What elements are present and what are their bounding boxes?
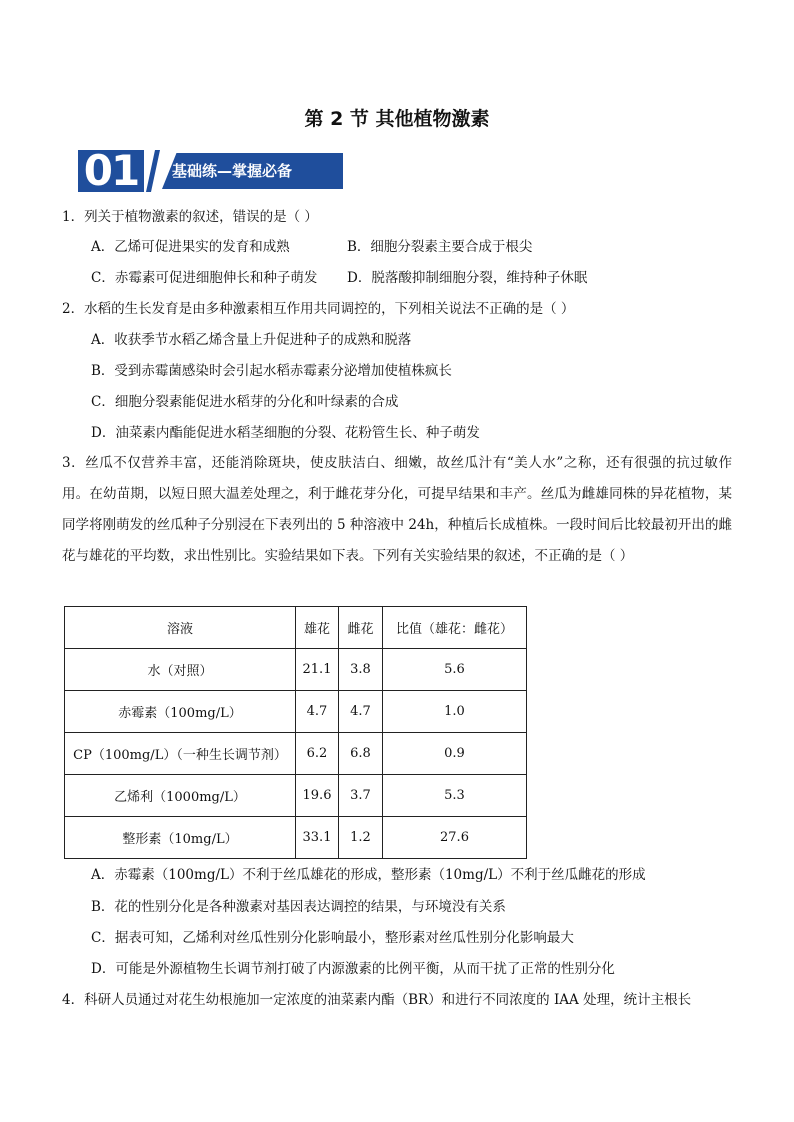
results-table [64,606,527,859]
question-2-option-c: C．细胞分裂素能促进水稻芽的分化和叶绿素的合成 [91,394,399,410]
banner-label: 基础练—掌握必备 [172,162,293,180]
banner-number: 01 [83,146,139,195]
table-cell: 19.6 [296,775,339,817]
table-cell: 6.8 [339,733,383,775]
table-row [65,691,527,733]
table-cell: 33.1 [296,817,339,859]
table-cell: 21.1 [296,649,339,691]
table-cell: 0.9 [383,733,527,775]
table-cell: 4.7 [339,691,383,733]
banner-slash-icon [146,150,160,192]
table-cell: 3.8 [339,649,383,691]
question-3-option-d: D．可能是外源植物生长调节剂打破了内源激素的比例平衡，从而干扰了正常的性别分化 [91,961,615,977]
table-row [65,775,527,817]
question-3-option-a: A．赤霉素（100mg/L）不利于丝瓜雄花的形成，整形素（10mg/L）不利于丝瓜雌花的形成 [91,867,646,883]
table-cell: 赤霉素（100mg/L） [65,691,296,733]
table-header-cell: 雄花 [296,607,339,649]
table-header-cell: 溶液 [65,607,296,649]
question-1-option-b: B．细胞分裂素主要合成于根尖 [347,239,533,255]
table-cell: 6.2 [296,733,339,775]
table-cell: 乙烯利（1000mg/L） [65,775,296,817]
table-header-row [65,607,527,649]
table-cell: 1.0 [383,691,527,733]
question-2-option-d: D．油菜素内酯能促进水稻茎细胞的分裂、花粉管生长、种子萌发 [91,425,480,441]
table-cell: 27.6 [383,817,527,859]
table-row [65,649,527,691]
table-cell: 1.2 [339,817,383,859]
table-cell: 5.6 [383,649,527,691]
question-3-stem: 3．丝瓜不仅营养丰富，还能消除斑块，使皮肤洁白、细嫩，故丝瓜汁有“美人水”之称，还有很强的抗过敏作用。在幼苗期，以短日照大温差处理之，利于雌花芽分化，可提早结果和丰产。丝瓜为雌雄同株的异花植物，某同学将刚萌发的丝瓜种子分别浸在下表列出的 5 种溶液中 24h，种植后长成植株。一段时间后比较最初开出的雌花与雄花的平均数，求出性别比。实验结果如下表。下列有关实验结果的叙述，不正确的是（ ） [62,455,732,564]
table-cell: CP（100mg/L）（一种生长调节剂） [65,733,296,775]
table-row [65,733,527,775]
table-cell: 3.7 [339,775,383,817]
question-1-option-a: A．乙烯可促进果实的发育和成熟 [91,239,290,255]
question-3-option-b: B．花的性别分化是各种激素对基因表达调控的结果，与环境没有关系 [91,899,506,915]
section-banner [78,146,343,195]
question-1-option-d: D．脱落酸抑制细胞分裂，维持种子休眠 [347,270,588,286]
table-row [65,817,527,859]
table-cell: 4.7 [296,691,339,733]
table-cell: 水（对照） [65,649,296,691]
question-3-option-c: C．据表可知，乙烯利对丝瓜性别分化影响最小，整形素对丝瓜性别分化影响最大 [91,930,574,946]
question-1-option-c: C．赤霉素可促进细胞伸长和种子萌发 [91,270,318,286]
table-header-cell: 雌花 [339,607,383,649]
question-2-option-b: B．受到赤霉菌感染时会引起水稻赤霉素分泌增加使植株疯长 [91,363,452,379]
question-2-stem: 2．水稻的生长发育是由多种激素相互作用共同调控的，下列相关说法不正确的是（ ） [62,301,575,317]
question-4-stem: 4．科研人员通过对花生幼根施加一定浓度的油菜素内酯（BR）和进行不同浓度的 IAA 处理，统计主根长 [62,992,692,1008]
table-cell: 5.3 [383,775,527,817]
table-header-cell: 比值（雄花：雌花） [383,607,527,649]
page-title: 第 2 节 其他植物激素 [304,108,490,130]
question-1-stem: 1．列关于植物激素的叙述，错误的是（ ） [62,209,318,225]
table-cell: 整形素（10mg/L） [65,817,296,859]
question-2-option-a: A．收获季节水稻乙烯含量上升促进种子的成熟和脱落 [91,332,412,348]
